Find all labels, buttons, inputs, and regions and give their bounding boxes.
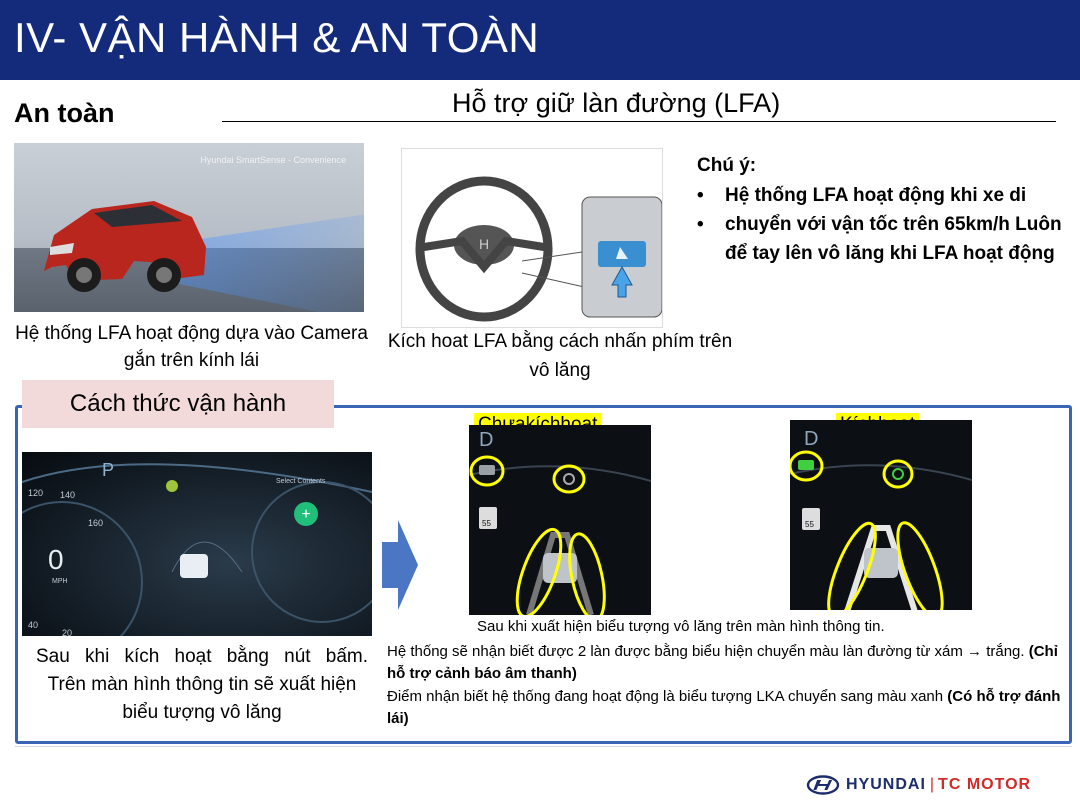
note-item: • Hệ thống LFA hoạt động khi xe di (697, 185, 1027, 206)
svg-text:+: + (301, 506, 311, 523)
cluster-inactive-photo (469, 425, 651, 615)
description-1: Sau khi xuất hiện biểu tượng vô lăng trên màn hình thông tin. (477, 618, 885, 635)
svg-text:H: H (478, 236, 490, 252)
dash-select-text: Select Contents (276, 478, 326, 485)
dash-tick: 160 (88, 518, 104, 528)
operation-caption-line1: Sau khi kích hoạt bằng nút bấm. (36, 646, 368, 667)
hyundai-logo-icon (806, 775, 840, 795)
lfa-title: Hỗ trợ giữ làn đường (LFA) (452, 88, 781, 118)
operation-caption-rest: Trên màn hình thông tin sẽ xuất hiện biểu tượng vô lăng (47, 674, 357, 723)
cluster-active-photo (790, 420, 972, 610)
photo-brand-text: Hyundai SmartSense - Convenience (200, 155, 346, 165)
dash-speed-unit: MPH (52, 578, 68, 585)
dash-speed: 0 (48, 544, 64, 575)
note-item: • chuyển với vận tốc trên 65km/h Luôn để tay lên vô lăng khi LFA hoạt động (697, 214, 1062, 264)
dashboard-photo (22, 452, 372, 636)
camera-caption: Hệ thống LFA hoạt động dựa vào Camera gắn trên kính lái (15, 323, 368, 371)
description-3-bold: (Có hỗ trợ đánh lái) (387, 688, 1061, 727)
dash-tick: 140 (60, 490, 76, 500)
dash-tick: 120 (28, 488, 44, 498)
footer-divider (15, 746, 1072, 747)
operation-caption (36, 643, 368, 727)
dash-gear: P (102, 460, 115, 480)
right-arrow-icon (382, 520, 418, 610)
dash-tick: 40 (28, 620, 39, 630)
activate-caption: Kích hoat LFA bằng cách nhấn phím trên vô lăng (387, 331, 733, 381)
description-3 (387, 686, 1067, 730)
brand-name: HYUNDAI (846, 776, 926, 793)
cluster-gear: D (804, 428, 819, 450)
note-title: Chú ý: (697, 155, 757, 176)
operation-heading: Cách thức vận hành (69, 390, 287, 417)
operation-heading-box (22, 380, 334, 428)
dealer-name: TC MOTOR (938, 776, 1032, 793)
cluster-speed-limit: 55 (482, 519, 491, 528)
description-3-text: Điểm nhận biết hệ thống đang hoạt động là biểu tượng LKA chuyển sang màu xanh (387, 688, 948, 705)
brand-separator: | (929, 776, 935, 793)
section-label: An toàn (14, 98, 115, 128)
suv-camera-photo (14, 143, 364, 312)
cluster-gear: D (479, 429, 494, 451)
suv-illustration (14, 143, 364, 312)
cluster-inactive-illustration (469, 425, 651, 615)
steering-wheel-photo (401, 148, 663, 328)
description-2-bold: (Chỉ hỗ trợ cảnh báo âm thanh) (387, 643, 1058, 682)
header-bar (0, 0, 1080, 80)
cluster-speed-limit: 55 (805, 520, 814, 529)
page-title: IV- VẬN HÀNH & AN TOÀN (14, 14, 540, 61)
title-underline (222, 121, 1056, 122)
note-list (697, 181, 1072, 268)
description-2 (387, 641, 1067, 685)
description-2-text: Hệ thống sẽ nhận biết được 2 làn được bằng biểu hiện chuyển màu làn đường từ xám → trắng. (387, 643, 1029, 660)
dash-tick: 20 (62, 628, 73, 636)
footer-logo (806, 774, 1031, 796)
steering-wheel-icon (402, 149, 663, 328)
